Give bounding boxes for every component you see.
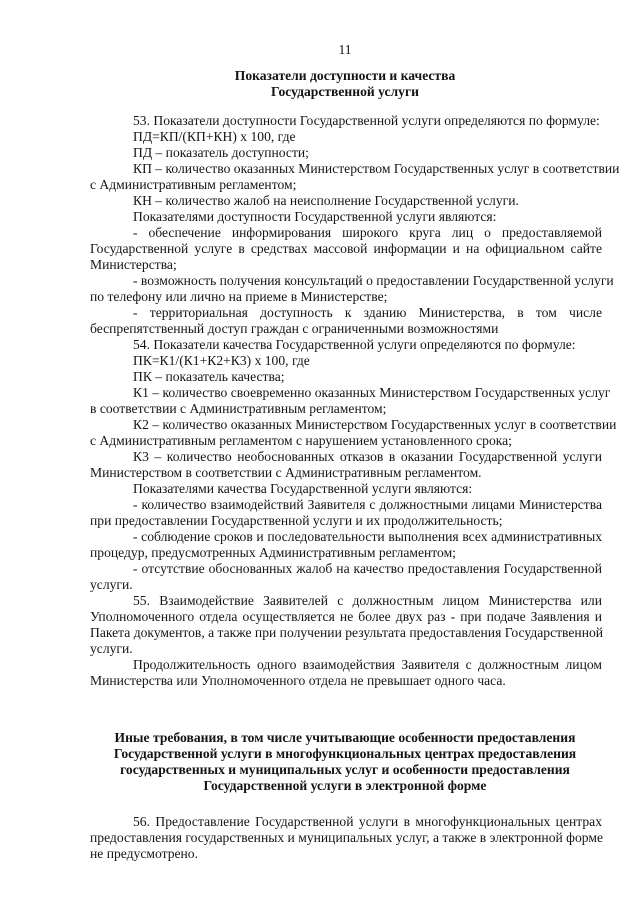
list-item-line: Государственной услуге в средствах массовой информации и на официальном сайте (90, 241, 602, 256)
paragraph-line: 53. Показатели доступности Государственной услуги определяются по формуле: (133, 113, 600, 128)
paragraph-line: 56. Предоставление Государственной услуги в многофункциональных центрах (133, 814, 602, 829)
paragraph-line: услуги. (90, 641, 133, 656)
paragraph-line: Министерства или Уполномоченного отдела не превышает одного часа. (90, 673, 506, 688)
paragraph-line: не предусмотрено. (90, 846, 199, 861)
list-item-line: - обеспечение информирования широкого круга лиц о предоставляемой (133, 225, 602, 240)
list-item-line: - территориальная доступность к зданию Министерства, в том числе (133, 305, 602, 320)
formula-line: ПД=КП/(КП+КН) х 100, где (133, 129, 296, 144)
section-heading-line: государственных и муниципальных услуг и особенности предоставления (120, 762, 570, 777)
paragraph-line: К1 – количество своевременно оказанных Министерством Государственных услуг (133, 385, 611, 400)
list-item-line: - количество взаимодействий Заявителя с должностными лицами Министерства (133, 497, 602, 512)
list-item-line: - соблюдение сроков и последовательности выполнения всех административных (133, 529, 602, 544)
paragraph-line: Показателями доступности Государственной услуги являются: (133, 209, 497, 224)
paragraph-line: Продолжительность одного взаимодействия Заявителя с должностным лицом (133, 657, 602, 672)
list-item-line: при предоставлении Государственной услуги и их продолжительность; (90, 513, 503, 528)
list-item-line: услуги. (90, 577, 133, 592)
paragraph-line: ПК – показатель качества; (133, 369, 285, 384)
section-heading-line: Государственной услуги в электронной форме (203, 778, 487, 793)
paragraph-line: 55. Взаимодействие Заявителей с должностным лицом Министерства или (133, 593, 602, 608)
paragraph-line: Уполномоченного отдела осуществляется не более двух раз - при подаче Заявления и (90, 609, 602, 624)
paragraph-line: с Административным регламентом; (90, 177, 297, 192)
paragraph-line: с Административным регламентом с нарушением установленного срока; (90, 433, 512, 448)
paragraph-line: К3 – количество необоснованных отказов в оказании Государственной услуги (133, 449, 602, 464)
paragraph-line: Показателями качества Государственной услуги являются: (133, 481, 473, 496)
paragraph-line: ПД – показатель доступности; (133, 145, 309, 160)
section-heading-line: Показатели доступности и качества (234, 68, 456, 83)
paragraph-line: Пакета документов, а также при получении результата предоставления Государственной (90, 625, 604, 640)
page-number: 11 (338, 42, 352, 57)
formula-line: ПК=К1/(К1+К2+К3) х 100, где (133, 353, 310, 368)
list-item-line: беспрепятственный доступ граждан с ограниченными возможностями (90, 321, 499, 336)
paragraph-line: КН – количество жалоб на неисполнение Государственной услуги. (133, 193, 519, 208)
section-heading-line: Иные требования, в том числе учитывающие особенности предоставления (114, 730, 576, 745)
section-heading-line: Государственной услуги (271, 84, 419, 99)
paragraph-line: Министерством в соответствии с Административным регламентом. (90, 465, 482, 480)
list-item-line: процедур, предусмотренных Административным регламентом; (90, 545, 456, 560)
list-item-line: - отсутствие обоснованных жалоб на качество предоставления Государственной (133, 561, 602, 576)
paragraph-line: предоставления государственных и муниципальных услуг, а также в электронной форме (90, 830, 604, 845)
paragraph-line: К2 – количество оказанных Министерством Государственных услуг в соответствии (133, 417, 617, 432)
paragraph-line: 54. Показатели качества Государственной услуги определяются по формуле: (133, 337, 576, 352)
paragraph-line: КП – количество оказанных Министерством Государственных услуг в соответствии (133, 161, 620, 176)
paragraph-line: в соответствии с Административным регламентом; (90, 401, 387, 416)
list-item-line: по телефону или лично на приеме в Министерстве; (90, 289, 388, 304)
list-item-line: - возможность получения консультаций о предоставлении Государственной услуги (133, 273, 614, 288)
list-item-line: Министерства; (90, 257, 177, 272)
section-heading-line: Государственной услуги в многофункциональных центрах предоставления (113, 746, 577, 761)
